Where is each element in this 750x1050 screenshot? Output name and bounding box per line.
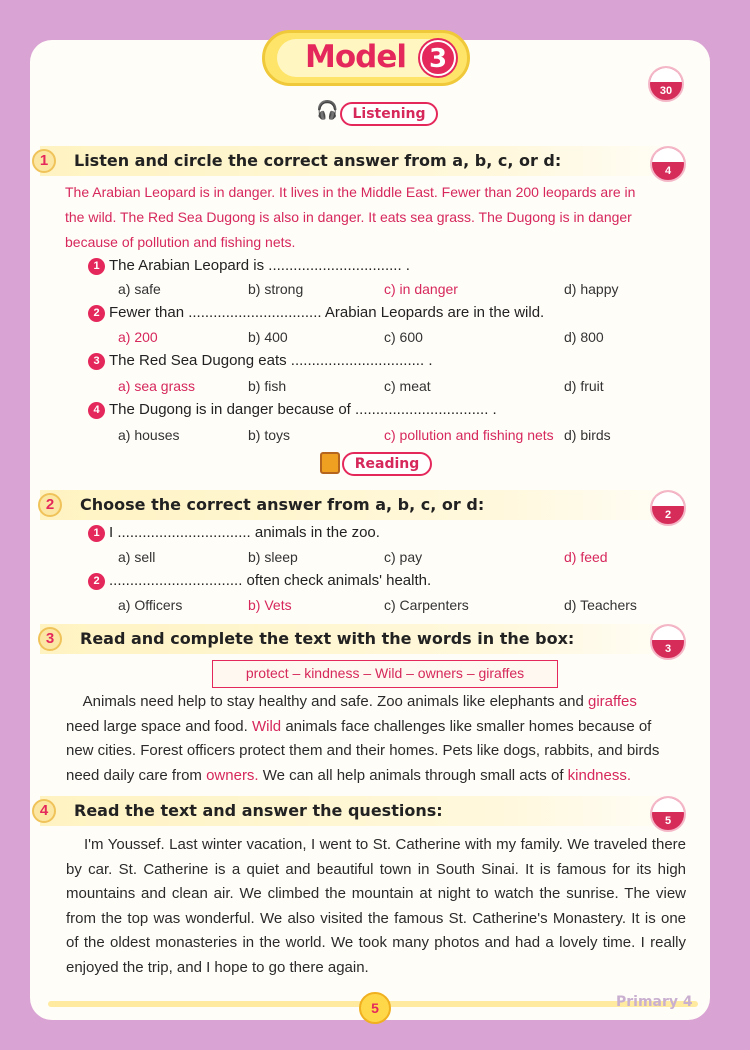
word-box: protect – kindness – Wild – owners – giraffes: [212, 660, 558, 688]
option[interactable]: c) meat: [384, 378, 431, 394]
option[interactable]: a) safe: [118, 281, 161, 297]
question-2-score: 2: [650, 490, 686, 526]
option[interactable]: c) Carpenters: [384, 597, 469, 613]
listening-item-3: 3 The Red Sea Dugong eats ................................ .: [88, 352, 432, 370]
reading-item-2: 2 ................................ often check animals' health.: [88, 572, 431, 590]
page-title: Model: [305, 39, 406, 75]
book-icon: [320, 452, 340, 474]
listening-text: The Arabian Leopard is in danger. It lives in the Middle East. Fewer than 200 leopards are in the wild. The Red Sea Dugong is also in danger. It eats sea grass. The Dugong is in danger because of pollution and fishing nets.: [65, 184, 636, 250]
listening-item-1: 1 The Arabian Leopard is ................................ .: [88, 257, 410, 275]
reading-item-1: 1 I ................................ animals in the zoo.: [88, 524, 380, 542]
question-2-instruction: Choose the correct answer from a, b, c, or d:: [80, 495, 485, 514]
page-number: 5: [359, 992, 391, 1024]
question-4-instruction: Read the text and answer the questions:: [74, 801, 443, 820]
option[interactable]: d) 800: [564, 329, 604, 345]
listening-label: Listening: [340, 102, 438, 126]
grade-label: Primary 4: [616, 994, 693, 1010]
answer-word: Wild: [251, 717, 282, 735]
total-score-badge: 30: [648, 66, 684, 102]
reading-label: Reading: [342, 452, 432, 476]
listening-item-4: 4 The Dugong is in danger because of ................................ .: [88, 401, 497, 419]
model-number: 3: [420, 40, 456, 76]
option[interactable]: d) fruit: [564, 378, 604, 394]
option[interactable]: d) happy: [564, 281, 619, 297]
option[interactable]: b) strong: [248, 281, 304, 297]
option-correct[interactable]: a) sea grass: [118, 378, 196, 394]
question-1-instruction: Listen and circle the correct answer from a, b, c, or d:: [74, 151, 562, 170]
question-4-score: 5: [650, 796, 686, 832]
answer-word: kindness.: [567, 766, 632, 784]
option-correct[interactable]: a) 200: [118, 329, 158, 345]
answer-word: owners.: [206, 766, 259, 784]
completion-text: Animals need help to stay healthy and safe. Zoo animals like elephants and giraffes need large space and food. Wild animals face challenges like smaller homes because of new cities. Forest officers protect them and their homes. Pets like dogs, rabbits, and birds need daily care from owners. We can all help animals through small acts of kindness.: [66, 693, 660, 784]
question-1-number: 1: [32, 149, 56, 173]
option[interactable]: b) sleep: [248, 549, 298, 565]
option[interactable]: d) Teachers: [564, 597, 637, 613]
option[interactable]: c) 600: [384, 329, 423, 345]
question-1-score: 4: [650, 146, 686, 182]
option[interactable]: b) 400: [248, 329, 288, 345]
question-4-number: 4: [32, 799, 56, 823]
question-3-instruction: Read and complete the text with the words in the box:: [80, 629, 575, 648]
option-correct[interactable]: d) feed: [564, 549, 608, 565]
option-correct[interactable]: c) in danger: [384, 281, 458, 297]
option[interactable]: a) Officers: [118, 597, 183, 613]
question-2-number: 2: [38, 493, 62, 517]
listening-item-2: 2 Fewer than ................................ Arabian Leopards are in the wild.: [88, 304, 544, 322]
reading-passage: I'm Youssef. Last winter vacation, I went to St. Catherine with my family. We traveled there by car. St. Catherine is a quiet and beautiful town in South Sinai. It is famous for its high mountains and clean air. We climbed the mountain at night to watch the sunrise. The view from the top was wonderful. We also visited the famous St. Catherine's Monastery. It is one of the oldest monasteries in the world. We took many photos and had a lovely time. I really enjoyed the trip, and I hope to go there again.: [66, 836, 686, 976]
option[interactable]: b) toys: [248, 427, 291, 443]
option[interactable]: d) birds: [564, 427, 611, 443]
option[interactable]: c) pay: [384, 549, 423, 565]
option[interactable]: b) fish: [248, 378, 287, 394]
question-3-number: 3: [38, 627, 62, 651]
answer-word: giraffes: [587, 693, 637, 710]
headphones-icon: 🎧: [316, 100, 339, 120]
option-correct[interactable]: b) Vets: [248, 597, 292, 613]
option-correct[interactable]: c) pollution and fishing nets: [384, 427, 554, 443]
question-3-score: 3: [650, 624, 686, 660]
option[interactable]: a) houses: [118, 427, 180, 443]
option[interactable]: a) sell: [118, 549, 156, 565]
